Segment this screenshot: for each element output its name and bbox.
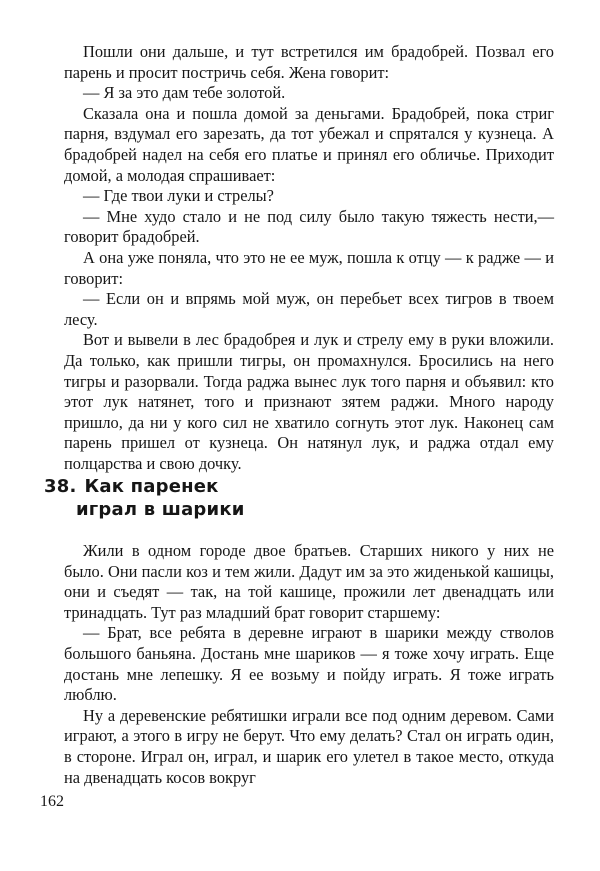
chapter-number: 38. [44, 476, 77, 497]
page-number: 162 [40, 793, 64, 810]
paragraph: Вот и вывели в лес брадобрея и лук и стрелу ему в руки вложили. Да только, как пришли тигры, он промахнулся. Бросились на него тигры и разорвали. Тогда раджа вынес лук того парня и объявил: кто этот лук натянет, того и признают зятем раджи. Много народу пришло, да ни у кого сил не хватило согнуть этот лук. Наконец сам парень пришел от кузнеца. Он натянул лук, и раджа отдал ему полцарства и свою дочку. [64, 330, 554, 473]
paragraph: Жили в одном городе двое братьев. Старших никого у них не было. Они пасли коз и тем жили. Дадут им за это жиденькой кашицы, они и съедят — так, на той кашице, прожили лет двенадцать или тринадцать. Тут раз младший брат говорит старшему: [64, 541, 554, 622]
paragraph: Ну а деревенские ребятишки играли все под одним деревом. Сами играют, а этого в игру не берут. Что ему делать? Стал он играть один, в стороне. Играл он, играл, и шарик его улетел в такое место, откуда на двенадцать косов вокруг [64, 705, 554, 787]
story-beginning [64, 541, 554, 788]
story-continuation [64, 42, 554, 474]
chapter-title-line-2: играл в шарики [76, 499, 245, 520]
dialogue-line: — Я за это дам тебе золотой. [83, 83, 286, 103]
dialogue-line: — Где твои луки и стрелы? [83, 186, 274, 206]
dialogue-line: — Если он и впрямь мой муж, он перебьет всех тигров в твоем лесу. [64, 289, 554, 329]
paragraph: Пошли они дальше, и тут встретился им брадобрей. Позвал его парень и просит постричь себя. Жена говорит: [64, 42, 554, 82]
dialogue-line: — Мне худо стало и не под силу было такую тяжесть нести,— говорит брадобрей. [64, 206, 554, 247]
paragraph: А она уже поняла, что это не ее муж, пошла к отцу — к радже — и говорит: [64, 247, 554, 288]
chapter-title-line-1: Как паренек [84, 476, 219, 497]
paragraph: Сказала она и пошла домой за деньгами. Брадобрей, пока стриг парня, вздумал его зарезать, да тот убежал и спрятался у кузнеца. А брадобрей надел на себя его платье и принял его обличье. Приходит домой, а молодая спрашивает: [64, 103, 554, 185]
chapter-heading [44, 475, 245, 521]
dialogue-line: — Брат, все ребята в деревне играют в шарики между стволов большого баньяна. Достань мне шариков — я тоже хочу играть. Еще достань мне лепешку. Я ее возьму и пойду играть. Я тоже играть люблю. [64, 623, 554, 705]
